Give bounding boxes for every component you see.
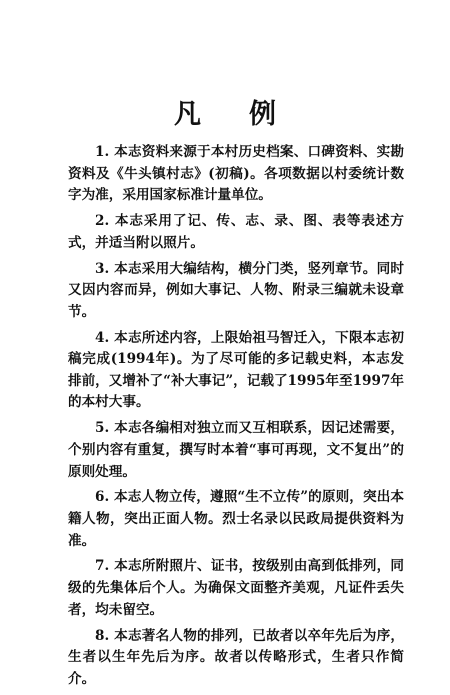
- paragraph-4: 4. 本志所述内容，上限始祖马智迁入，下限本志初稿完成(1994年)。为了尽可能的多记载史料，本志发排前，又增补了“补大事记”，记载了1995年至1997年的本村大事。: [68, 329, 404, 411]
- paragraph-5: 5. 本志各编相对独立而又互相联系，因记述需要，个别内容有重复，撰写时本着“事可再现，文不复出”的原则处理。: [68, 420, 404, 480]
- paragraph-2: 2. 本志采用了记、传、志、录、图、表等表述方式，并适当附以照片。: [68, 213, 404, 251]
- paragraph-3: 3. 本志采用大编结构，横分门类，竖列章节。同时又因内容而异，例如大事记、人物、附录三编就未设章节。: [68, 260, 404, 320]
- paragraph-8: 8. 本志著名人物的排列，已故者以卒年先后为序，生者以生年先后为序。故者以传略形式，生者只作简介。: [68, 627, 404, 687]
- paragraph-7: 7. 本志所附照片、证书，按级别由高到低排列，同级的先集体后个人。为确保文面整齐美观，凡证件丢失者，均未留空。: [68, 558, 404, 618]
- paragraph-1: 1. 本志资料来源于本村历史档案、口碑资料、实勘资料及《牛头镇村志》(初稿)。各项数据以村委统计数字为准，采用国家标准计量单位。: [68, 144, 404, 204]
- paragraph-6: 6. 本志人物立传，遵照“生不立传”的原则，突出本籍人物，突出正面人物。烈士名录以民政局提供资料为准。: [68, 489, 404, 549]
- document-body: [68, 142, 404, 695]
- page-title: 凡例: [174, 99, 324, 130]
